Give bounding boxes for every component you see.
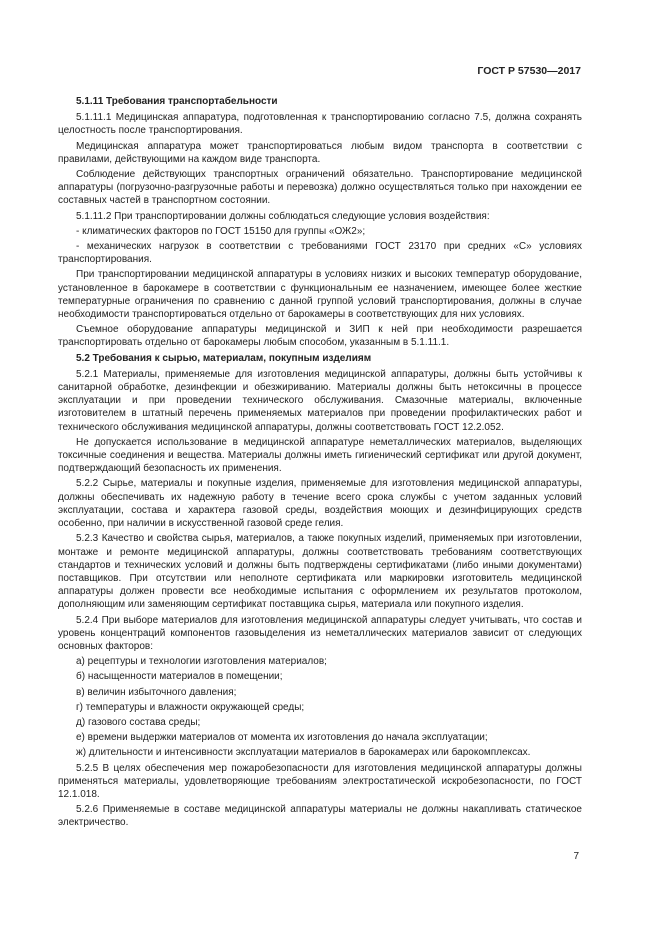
list-item: г) температуры и влажности окружающей среды; [76,701,305,713]
paragraph: 5.2.5 В целях обеспечения мер пожаробезопасности для изготовления медицинской аппаратуры должны применяться материалы, удовлетворяющие требованиям электростатической искробезопасности, по ГОСТ 12.1.018. [58,762,582,800]
paragraph: Съемное оборудование аппаратуры медицинской и ЗИП к ней при необходимости разрешается транспортировать отдельно от барокамеры любым способом, указанным в 5.1.11.1. [58,324,582,349]
document-body [58,95,582,832]
page-number: 7 [573,851,579,862]
paragraph: 5.1.11.2 При транспортировании должны соблюдаться следующие условия воздействия: [76,210,490,222]
document-header: ГОСТ Р 57530—2017 [477,65,581,77]
section-heading: 5.1.11 Требования транспортабельности [76,96,278,107]
paragraph: Не допускается использование в медицинской аппаратуре неметаллических материалов, выделяющих токсичные соединения и вещества. Материалы должны иметь гигиенический сертификат или другой документ, подтверждающий безопасность их применения. [58,436,582,475]
paragraph: При транспортировании медицинской аппаратуры в условиях низких и высоких температур оборудование, установленное в барокамере в соответствии с функциональным ее назначением, имеющее более жесткие температурные ограничения по сравнению с данной группой условий транспортирования, должны в случае необходимости транспортироваться отдельно от барокамеры в соответствующих для них условиях. [58,269,582,321]
paragraph: 5.2.3 Качество и свойства сырья, материалов, а также покупных изделий, применяемых при изготовлении, монтаже и ремонте медицинской аппаратуры, должны соответствовать требованиям соответствующих стандартов и технических условий и должны быть подтверждены сертификатами (либо иными документами) поставщиков. При отсутствии или неполноте сертификата или маркировки изготовитель медицинской аппаратуры должен провести все необходимые испытания с оформлением их результатов протоколом, дополняющим или заменяющим сертификат поставщика сырья, материала или покупного изделия. [58,533,582,611]
paragraph: 5.2.6 Применяемые в составе медицинской аппаратуры материалы не должны накапливать статическое электричество. [58,804,582,829]
paragraph: Соблюдение действующих транспортных ограничений обязательно. Транспортирование медицинской аппаратуры (погрузочно-разгрузочные работы и перевозка) должно осуществляться только при нахождении ее составных частей в транспортном состоянии. [58,169,582,207]
list-item: е) времени выдержки материалов от момента их изготовления до начала эксплуатации; [76,732,488,744]
paragraph: 5.2.2 Сырье, материалы и покупные изделия, применяемые для изготовления медицинской аппаратуры, должны обеспечивать их надежную работу в течение всего срока службы с учетом заданных условий эксплуатации, состава и характера газовой среды, воздействия моющих и дезинфицирующих средств особенно, при наличии в искусственной газовой среде гелия. [58,478,582,530]
paragraph: Медицинская аппаратура может транспортироваться любым видом транспорта в соответствии с правилами, действующими на каждом виде транспорта. [58,140,582,165]
paragraph: 5.2.4 При выборе материалов для изготовления медицинской аппаратуры следует учитывать, что состав и уровень концентраций компонентов газовыделения из неметаллических материалов зависит от следующих основных факторов: [58,614,582,652]
list-item: д) газового состава среды; [76,716,201,728]
paragraph: 5.1.11.1 Медицинская аппаратура, подготовленная к транспортированию согласно 7.5, должна сохранять целостность после транспортирования. [58,112,582,137]
paragraph: - механических нагрузок в соответствии с требованиями ГОСТ 23170 при средних «С» условиях транспортирования. [58,241,582,266]
list-item: а) рецептуры и технологии изготовления материалов; [76,656,327,668]
list-item: в) величин избыточного давления; [76,686,237,698]
section-heading: 5.2 Требования к сырью, материалам, покупным изделиям [76,352,372,364]
paragraph: 5.2.1 Материалы, применяемые для изготовления медицинской аппаратуры, должны быть устойчивы к санитарной обработке, дезинфекции и обезжириванию. Материалы должны быть нетоксичны в процессе эксплуатации и при проведении технического обслуживания. Смазочные материалы, включенные изготовителем в штатный перечень применяемых материалов при проведении профилактических работ и технического обслуживания медицинской аппаратуры, должны соответствовать ГОСТ 12.2.052. [58,368,582,433]
paragraph: - климатических факторов по ГОСТ 15150 для группы «ОЖ2»; [76,225,366,237]
list-item: б) насыщенности материалов в помещении; [76,671,283,683]
list-item: ж) длительности и интенсивности эксплуатации материалов в барокамерах или барокомплексах. [76,747,531,759]
